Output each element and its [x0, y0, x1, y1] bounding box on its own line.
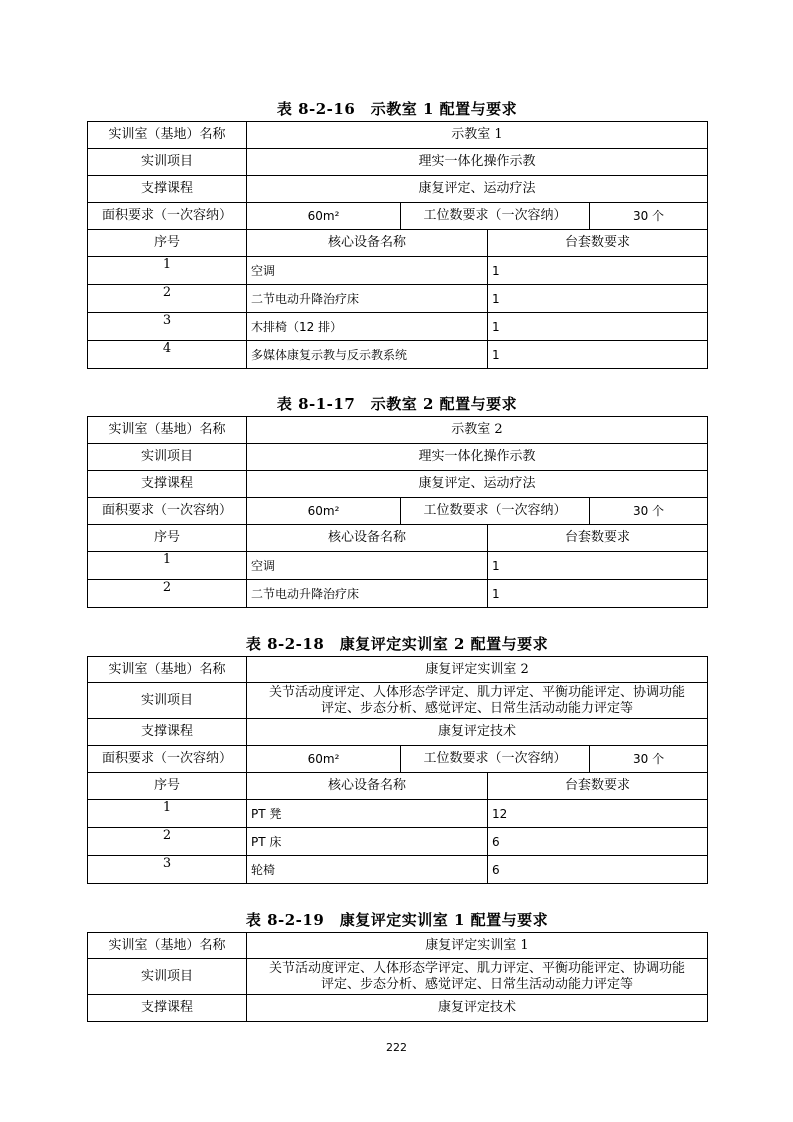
row-equipment: 多媒体康复示教与反示教系统 [247, 341, 488, 369]
col-header-equipment: 核心设备名称 [247, 230, 488, 257]
area-value: 60m² [247, 498, 401, 525]
room-name-label: 实训室（基地）名称 [88, 657, 247, 683]
config-table [87, 416, 708, 608]
room-name-value: 康复评定实训室 1 [247, 933, 708, 959]
row-no: 1 [88, 552, 247, 580]
station-value: 30 个 [590, 203, 708, 230]
row-no: 1 [88, 800, 247, 828]
table-caption: 表 8-2-16 示教室 1 配置与要求 [276, 100, 518, 118]
table-row [88, 552, 708, 580]
col-header-no: 序号 [88, 773, 247, 800]
project-label: 实训项目 [88, 149, 247, 176]
area-value: 60m² [247, 746, 401, 773]
page-number: 222 [386, 1041, 407, 1054]
table-row [88, 580, 708, 608]
row-equipment: 空调 [247, 552, 488, 580]
table-row [88, 257, 708, 285]
station-value: 30 个 [590, 498, 708, 525]
project-label: 实训项目 [88, 959, 247, 995]
row-equipment: PT 床 [247, 828, 488, 856]
row-quantity: 1 [488, 285, 708, 313]
row-quantity: 6 [488, 856, 708, 884]
table-caption: 表 8-1-17 示教室 2 配置与要求 [276, 395, 518, 413]
room-name-value: 康复评定实训室 2 [247, 657, 708, 683]
table-row [88, 341, 708, 369]
station-value: 30 个 [590, 746, 708, 773]
table-row [88, 285, 708, 313]
col-header-quantity: 台套数要求 [488, 525, 708, 552]
row-equipment: 木排椅（12 排） [247, 313, 488, 341]
course-value: 康复评定、运动疗法 [247, 471, 708, 498]
project-label: 实训项目 [88, 444, 247, 471]
table-row [88, 828, 708, 856]
row-equipment: 轮椅 [247, 856, 488, 884]
room-name-label: 实训室（基地）名称 [88, 122, 247, 149]
row-no: 2 [88, 285, 247, 313]
row-equipment: 空调 [247, 257, 488, 285]
row-equipment: 二节电动升降治疗床 [247, 285, 488, 313]
table-row [88, 856, 708, 884]
row-quantity: 1 [488, 552, 708, 580]
col-header-no: 序号 [88, 525, 247, 552]
row-no: 3 [88, 313, 247, 341]
area-label: 面积要求（一次容纳） [88, 746, 247, 773]
config-table [87, 656, 708, 884]
course-label: 支撑课程 [88, 995, 247, 1022]
col-header-equipment: 核心设备名称 [247, 773, 488, 800]
row-no: 3 [88, 856, 247, 884]
course-label: 支撑课程 [88, 471, 247, 498]
row-no: 4 [88, 341, 247, 369]
area-value: 60m² [247, 203, 401, 230]
project-value-line: 评定、步态分析、感觉评定、日常生活动动能力评定等 [321, 700, 634, 716]
row-quantity: 1 [488, 341, 708, 369]
room-name-label: 实训室（基地）名称 [88, 933, 247, 959]
row-equipment: PT 凳 [247, 800, 488, 828]
room-name-value: 示教室 1 [247, 122, 708, 149]
project-value [247, 683, 708, 719]
table-row [88, 800, 708, 828]
row-no: 2 [88, 828, 247, 856]
room-name-label: 实训室（基地）名称 [88, 417, 247, 444]
station-label: 工位数要求（一次容纳） [401, 203, 590, 230]
col-header-quantity: 台套数要求 [488, 230, 708, 257]
project-value: 理实一体化操作示教 [247, 149, 708, 176]
row-no: 2 [88, 580, 247, 608]
row-quantity: 1 [488, 313, 708, 341]
col-header-quantity: 台套数要求 [488, 773, 708, 800]
row-quantity: 1 [488, 257, 708, 285]
config-table [87, 932, 708, 1022]
course-value: 康复评定、运动疗法 [247, 176, 708, 203]
table-caption: 表 8-2-18 康复评定实训室 2 配置与要求 [245, 635, 549, 653]
config-table [87, 121, 708, 369]
area-label: 面积要求（一次容纳） [88, 498, 247, 525]
table-caption: 表 8-2-19 康复评定实训室 1 配置与要求 [245, 911, 549, 929]
course-label: 支撑课程 [88, 719, 247, 746]
row-equipment: 二节电动升降治疗床 [247, 580, 488, 608]
project-value-line: 关节活动度评定、人体形态学评定、肌力评定、平衡功能评定、协调功能 [268, 960, 685, 976]
project-label: 实训项目 [88, 683, 247, 719]
project-value-line: 评定、步态分析、感觉评定、日常生活动动能力评定等 [320, 976, 633, 992]
course-value: 康复评定技术 [247, 719, 708, 746]
row-quantity: 1 [488, 580, 708, 608]
row-quantity: 6 [488, 828, 708, 856]
station-label: 工位数要求（一次容纳） [401, 498, 590, 525]
table-row [88, 313, 708, 341]
station-label: 工位数要求（一次容纳） [401, 746, 590, 773]
project-value [247, 959, 708, 995]
course-label: 支撑课程 [88, 176, 247, 203]
row-no: 1 [88, 257, 247, 285]
col-header-equipment: 核心设备名称 [247, 525, 488, 552]
room-name-value: 示教室 2 [247, 417, 708, 444]
course-value: 康复评定技术 [247, 995, 708, 1022]
col-header-no: 序号 [88, 230, 247, 257]
area-label: 面积要求（一次容纳） [88, 203, 247, 230]
row-quantity: 12 [488, 800, 708, 828]
project-value-line: 关节活动度评定、人体形态学评定、肌力评定、平衡功能评定、协调功能 [269, 684, 686, 700]
project-value: 理实一体化操作示教 [247, 444, 708, 471]
